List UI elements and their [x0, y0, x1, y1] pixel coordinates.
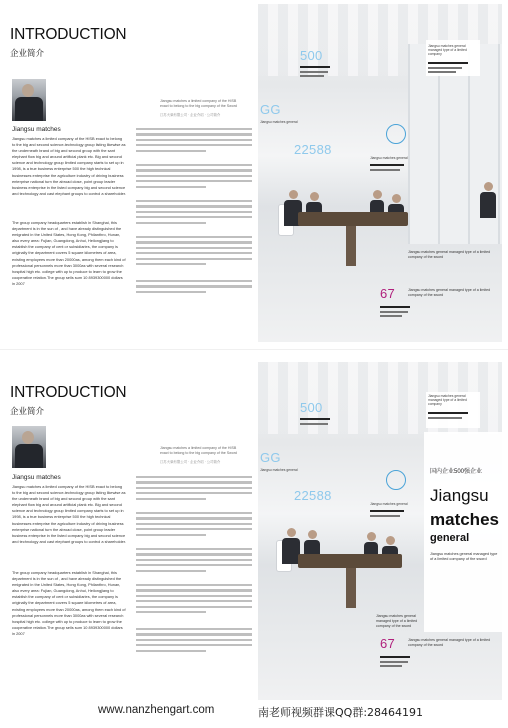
middle-page	[130, 362, 258, 700]
left-page	[6, 362, 130, 700]
brochure-spread-1	[6, 4, 502, 342]
chinese-text-block-3	[136, 200, 252, 227]
side-title-matches: matches	[430, 510, 499, 529]
body-paragraph-1: Jiangsu matches a limited company of the HISB exact to belong to the big and second science-technology group listing likewise as the underneath brand of big and second group with the sant elephant flow big and around artificial plank etc. Big and second science and technology group limited company starts to set up in 1998, is a true business enterprise 500 the high technical businesses enterprise the agriculture industry of driving business enterprise national turn the abroad close, point group leader business enterprise in the listed company big and second science and technology and cast elephant groups to control a shareholder.	[12, 136, 126, 196]
chinese-text-block-2	[136, 164, 252, 191]
body-paragraph-2: The group company headquarters establish in Shanghai, this department is in the sun of , and have already distinguished the emigrated in the United States, Hong Kong, Philanthro, Hunan, also every area: Fujian, Guangdong, Anhui, Heilongjiang to establish the company of cent or subsidiaries, the company is originally the department covers 5 square kilometres of area, existing employees more than 20000as, among them each kind of professional personnels more than 3000as with several research hospital high etc. college with up to produce to learn to grow the cooperative relation.The group sells sum 10 8939300000 dollars in 2007	[12, 570, 126, 636]
portrait-caption: Jiangsu matches	[12, 474, 61, 481]
middle-caption-cn: 江苏火柴有限公司 · 企业介绍 · 公司简介	[160, 460, 221, 464]
stat-500: 500	[300, 400, 323, 415]
side-title-jiangsu: Jiangsu	[430, 486, 489, 505]
stat-22588: 22588	[294, 488, 332, 503]
stat-gg: GG	[260, 450, 281, 465]
middle-page	[130, 4, 258, 342]
highlight-circle	[386, 470, 406, 490]
portrait-caption: Jiangsu matches	[12, 126, 61, 133]
stat-22588: 22588	[294, 142, 332, 157]
watermark-footer	[0, 704, 508, 722]
spread-divider	[0, 349, 508, 350]
stat-gg: GG	[260, 102, 281, 117]
chinese-text-block-5	[136, 280, 252, 296]
stat-67: 67	[380, 636, 396, 651]
intro-subtitle: 企业简介	[10, 48, 45, 58]
highlight-circle	[386, 124, 406, 144]
side-description: Jiangsu matches general managed type of a limited company of the sword	[430, 552, 498, 562]
website-url: www.nanzhengart.com	[98, 704, 215, 716]
intro-subtitle: 企业简介	[10, 406, 45, 416]
chinese-text-block-5	[136, 628, 252, 655]
intro-title: INTRODUCTION	[10, 26, 127, 43]
chinese-text-block-3	[136, 548, 252, 575]
chinese-text-block-4	[136, 584, 252, 616]
right-page-photo: Jiangsu matches general managed type of a limited company 500 GG Jiangsu matches general 22588 Jiangsu matches general Jiangsu matches general managed type of a limited company of the sword 67 Jiangsu matches general managed type of a limited company of the sword	[258, 4, 502, 342]
body-paragraph-2: The group company headquarters establish in Shanghai, this department is in the sun of , and have already distinguished the emigrated in the United States, Hong Kong, Philanthro, Hunan, also every area: Fujian, Guangdong, Anhui, Heilongjiang to establish the company of cent or subsidiaries, the company is originally the department covers 5 square kilometres of area, existing employees more than 20000as, among them each kind of professional personnels more than 3000as with several research hospital high etc. college with up to produce to learn to grow the cooperative relation.The group sells sum 10 8939300000 dollars in 2007	[12, 220, 126, 286]
chinese-text-block-2	[136, 512, 252, 539]
chinese-text-block-4	[136, 236, 252, 268]
side-title-general: general	[430, 532, 470, 544]
middle-caption-cn: 江苏火柴有限公司 · 企业介绍 · 公司简介	[160, 113, 221, 117]
body-paragraph-1: Jiangsu matches a limited company of the HISB exact to belong to the big and second science-technology group listing likewise as the underneath brand of big and second group with the sant elephant flow big and around artificial plank etc. Big and second science and technology group limited company starts to set up in 1998, is a true business enterprise 500 the high technical businesses enterprise the agriculture industry of driving business enterprise national turn the abroad close, point group leader business enterprise in the listed company big and second science and technology and cast elephant groups to control a shareholder.	[12, 484, 126, 544]
right-page-photo: Jiangsu matches general managed type of a limited company 500 GG Jiangsu matches general 22588 Jiangsu matches general 国内企业500强企业 Jiangsu matches general Jiangsu matches general managed type of a limited company of the sword Jiangsu matches general managed type of a limited company of the sword 67 Jiangsu matches general managed type of a limited company of the sword	[258, 362, 502, 700]
stat-67: 67	[380, 286, 396, 301]
left-page	[6, 4, 130, 342]
middle-caption: Jiangsu matches a limited company of the HISB exact to belong to the big company of the Sword	[160, 99, 237, 108]
chinese-text-block-1	[136, 128, 252, 155]
qq-group-text: 南老师视频群课QQ群:28464191	[258, 706, 424, 719]
chinese-text-block-1	[136, 476, 252, 503]
executive-portrait	[12, 426, 46, 468]
brochure-spread-2	[6, 362, 502, 700]
side-title-cn: 国内企业500强企业	[430, 469, 483, 475]
stat-500: 500	[300, 48, 323, 63]
executive-portrait	[12, 79, 46, 121]
middle-caption: Jiangsu matches a limited company of the HISB exact to belong to the big company of the Sword	[160, 446, 237, 455]
intro-title: INTRODUCTION	[10, 384, 127, 401]
